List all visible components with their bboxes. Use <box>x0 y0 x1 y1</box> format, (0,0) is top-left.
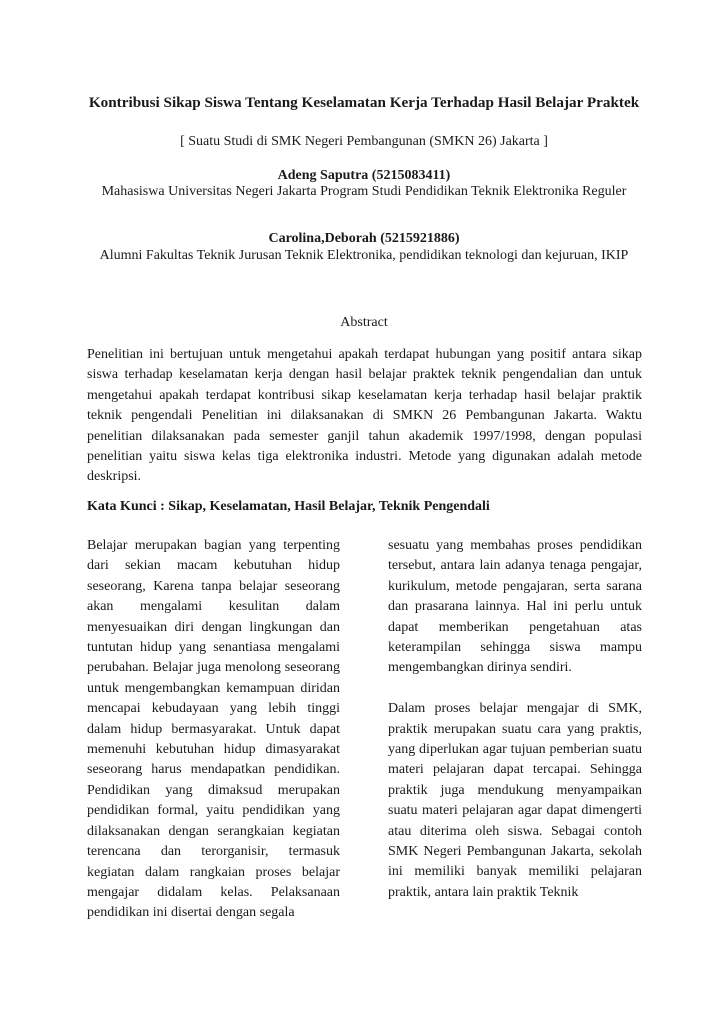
author-name: Adeng Saputra (5215083411) <box>277 168 451 183</box>
paper-subtitle: [ Suatu Studi di SMK Negeri Pembangunan (SMKN 26) Jakarta ] <box>180 134 548 149</box>
body-column-left <box>87 536 340 924</box>
body-paragraph: Belajar merupakan bagian yang terpenting dari sekian macam kebutuhan hidup seseorang, Karena tanpa belajar seseorang akan mengalami kesulitan dalam menyesuaikan diri dengan lingkungan dan tuntutan hidup yang senantiasa mengalami perubahan. Belajar juga menolong seseorang untuk mengembangkan kemampuan diridan mencapai kebudayaan yang lebih tinggi dalam hidup bermasyarakat. Untuk dapat memenuhi kebutuhan hidup dimasyarakat seseorang harus mendapatkan pendidikan. Pendidikan yang dimaksud merupakan pendidikan formal, yaitu pendidikan yang dilaksanakan dengan serangkaian kegiatan terencana dan terorganisir, termasuk kegiatan dalam rangkaian proses belajar mengajar didalam kelas. Pelaksanaan pendidikan ini disertai dengan segala <box>87 538 340 921</box>
body-paragraph: Dalam proses belajar mengajar di SMK, praktik merupakan suatu cara yang praktis, yang diperlukan agar tujuan pemberian suatu materi pelajaran dapat tercapai. Sehingga praktik juga mendukung menyampaikan suatu materi pelajaran agar dapat dimengerti atau diterima oleh siswa. Sebagai contoh SMK Negeri Pembangunan Jakarta, sekolah ini memiliki banyak memiliki pelajaran praktik, antara lain praktik Teknik <box>388 701 642 900</box>
abstract-heading: Abstract <box>340 315 388 330</box>
author-affiliation: Mahasiswa Universitas Negeri Jakarta Program Studi Pendidikan Teknik Elektronika Reguler <box>101 184 627 199</box>
body-column-right <box>388 536 642 903</box>
author-affiliation: Alumni Fakultas Teknik Jurusan Teknik Elektronika, pendidikan teknologi dan kejuruan, IKIP <box>99 248 629 263</box>
body-paragraph: sesuatu yang membahas proses pendidikan tersebut, antara lain adanya tenaga pengajar, kurikulum, metode pengajaran, serta sarana dan prasarana lainnya. Hal ini perlu untuk dapat memberikan pengetahuan atas keterampilan sehingga siswa mampu mengembangkan dirinya sendiri. <box>388 538 642 676</box>
keywords: Kata Kunci : Sikap, Keselamatan, Hasil Belajar, Teknik Pengendali <box>87 499 490 514</box>
paper-title: Kontribusi Sikap Siswa Tentang Keselamatan Kerja Terhadap Hasil Belajar Praktek <box>88 94 640 111</box>
author-name: Carolina,Deborah (5215921886) <box>268 231 460 246</box>
abstract-text: Penelitian ini bertujuan untuk mengetahui apakah terdapat hubungan yang positif antara sikap siswa terhadap keselamatan kerja dengan hasil belajar praktek teknik pengendalian dan untuk mengetahui apakah terdapat kontribusi sikap keselamatan kerja terhadap hasil belajar praktik teknik pengendali Penelitian ini dilaksanakan di SMKN 26 Pembangunan Jakarta. Waktu penelitian dilaksanakan pada semester ganjil tahun akademik 1997/1998, dengan populasi penelitian yaitu siswa kelas tiga elektronika industri. Metode yang digunakan adalah metode deskripsi. <box>87 347 642 485</box>
